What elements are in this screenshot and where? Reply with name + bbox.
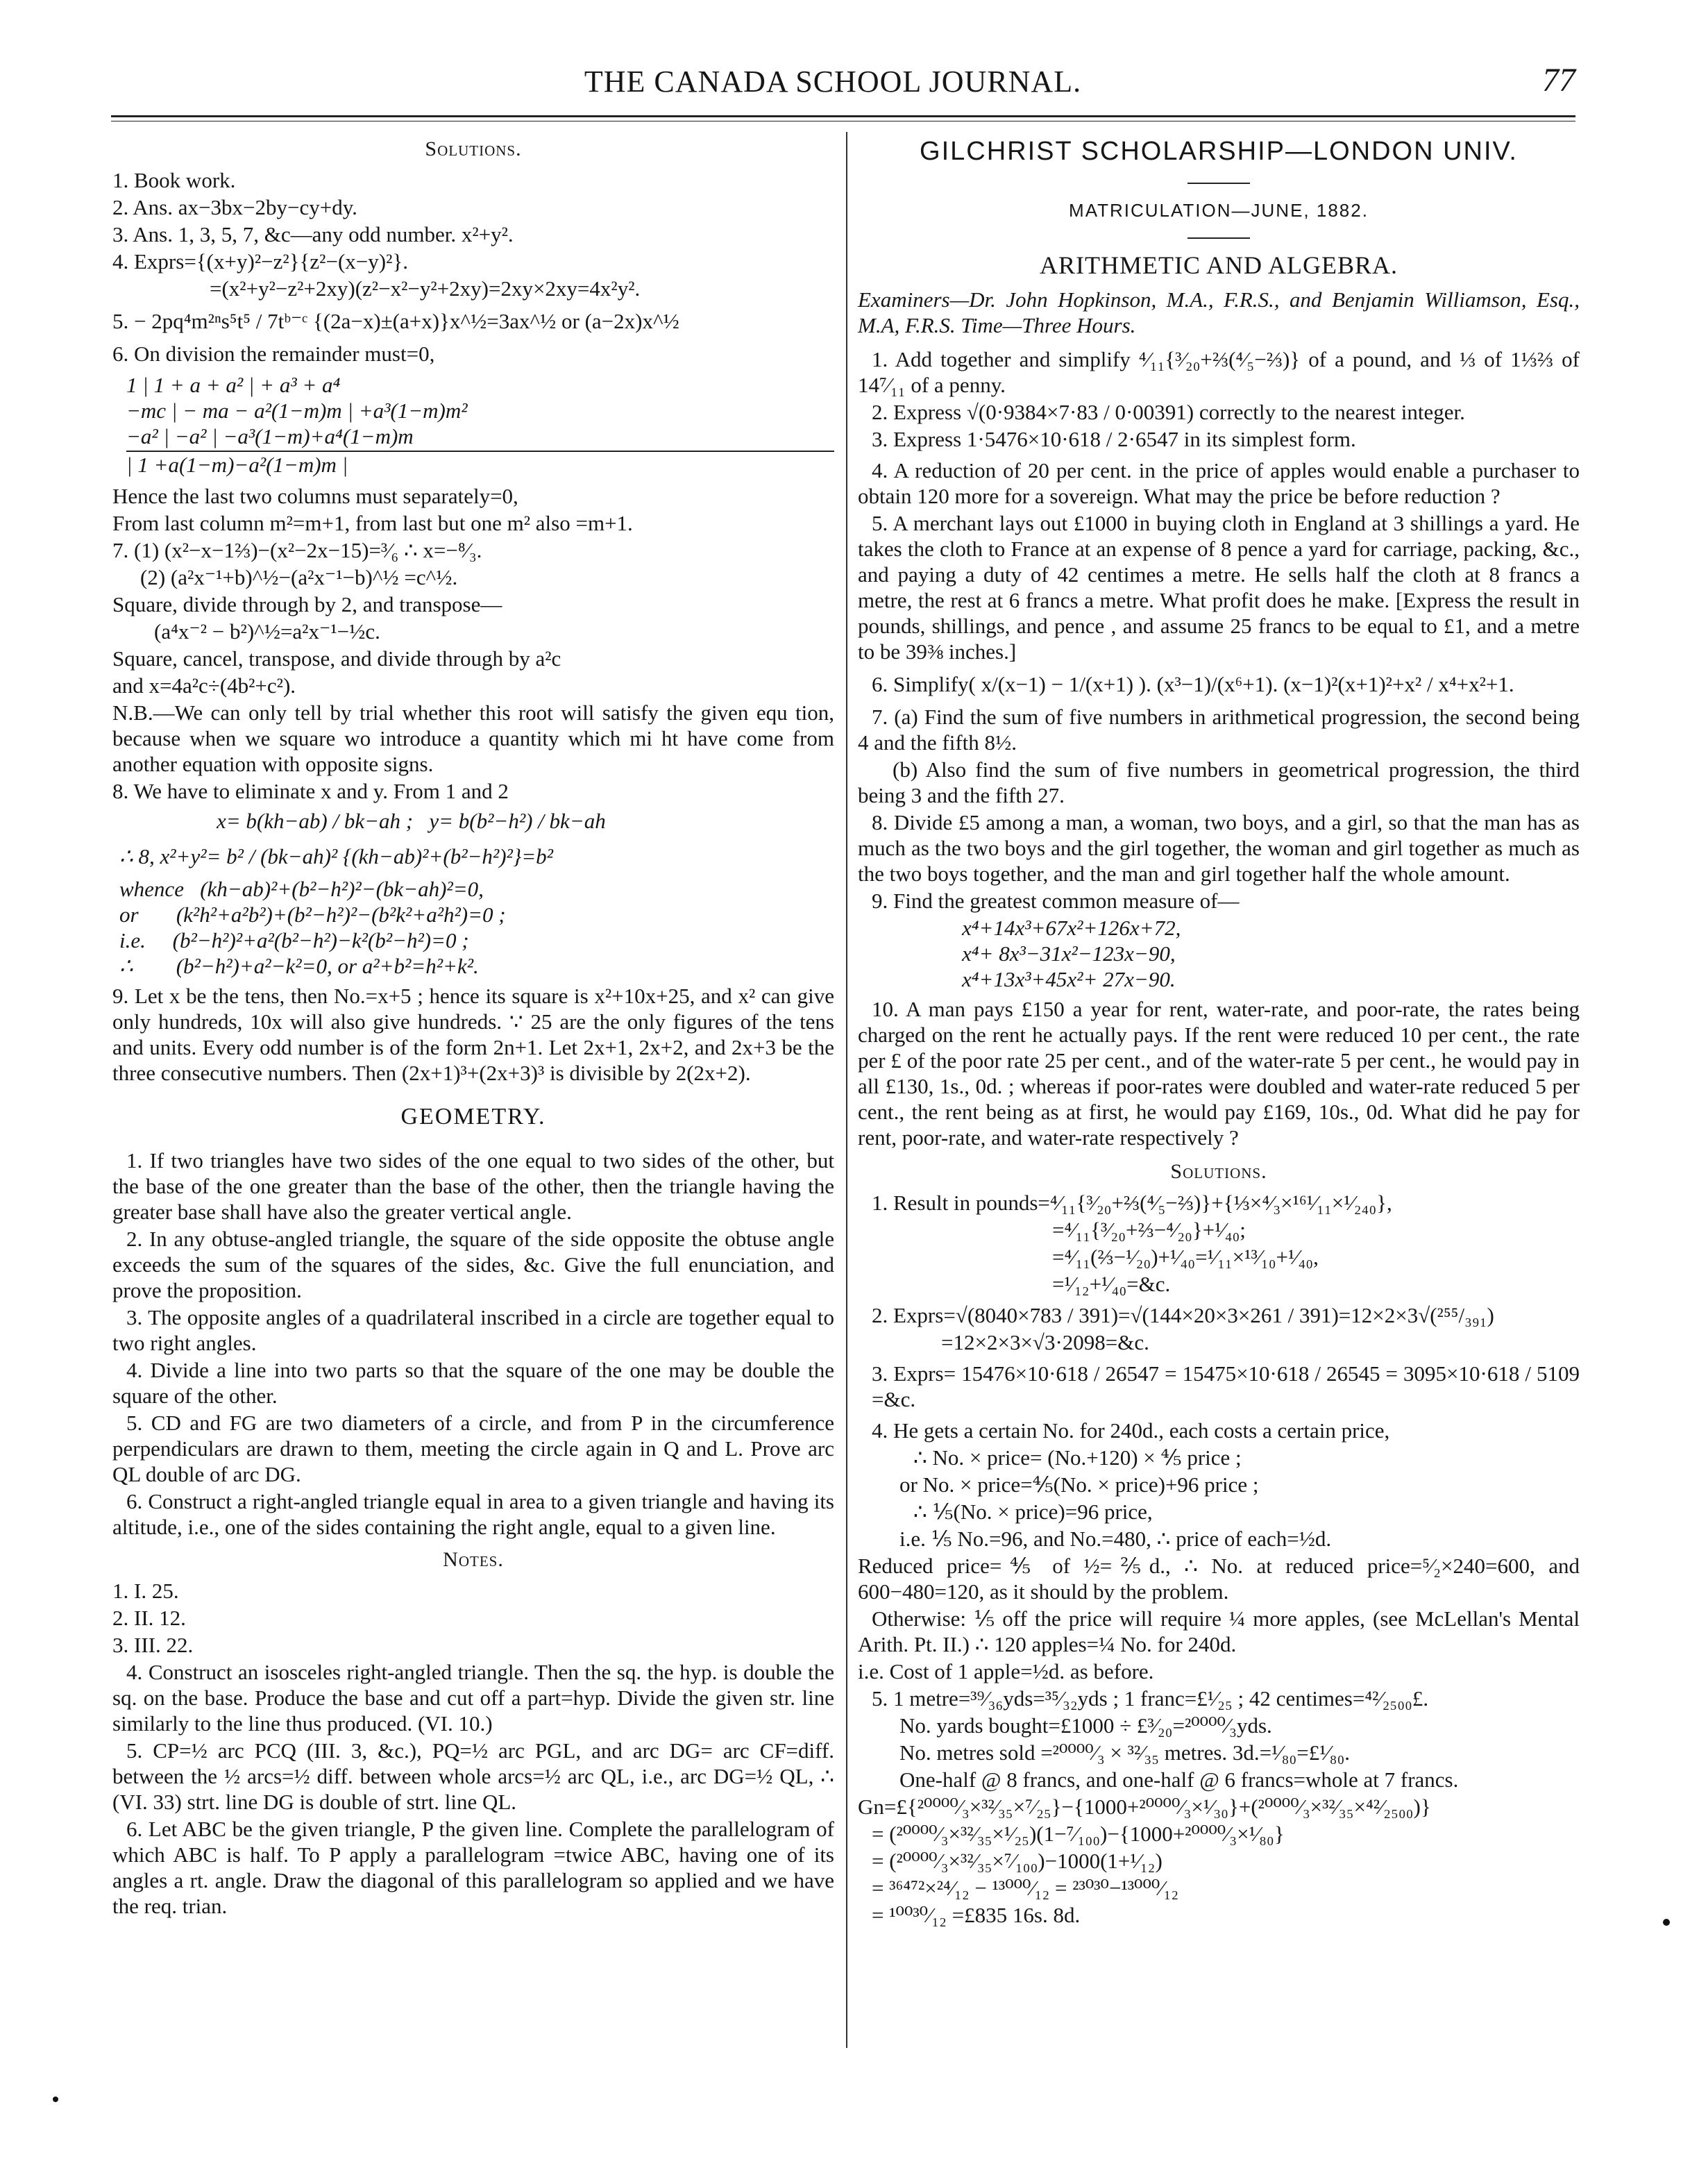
solution-8: 8. We have to eliminate x and y. From 1 and 2 <box>112 779 509 803</box>
math-line: i.e. (b²−h²)²+a²(b²−h²)−k²(b²−h²)=0 ; <box>119 928 469 952</box>
division-row: −a² | −a² | −a³(1−m)+a⁴(1−m)m <box>126 423 834 452</box>
solution-line: = ³⁶⁴⁷²×²⁴⁄₁₂ − ¹³⁰⁰⁰⁄₁₂ = ²³⁰³⁰−¹³⁰⁰⁰⁄₁₂ <box>872 1876 1179 1900</box>
solution-1: 1. Book work. <box>112 168 236 192</box>
gcm-expression: x⁴+13x³+45x²+ 27x−90. <box>962 967 1176 991</box>
text-line: and x=4a²c÷(4b²+c²). <box>112 673 296 698</box>
text-line: Square, divide through by 2, and transpose— <box>112 592 502 616</box>
solution-line: No. metres sold =²⁰⁰⁰⁰⁄₃ × ³²⁄₃₅ metres. 3d.=¹⁄₈₀=£¹⁄₈₀. <box>899 1740 1351 1765</box>
question-6: 6. Simplify( x/(x−1) − 1/(x+1) ). (x³−1)/(x⁶+1). (x−1)²(x+1)²+x² / x⁴+x²+1. <box>872 672 1514 696</box>
solution-line: 1. Result in pounds=⁴⁄₁₁{³⁄₂₀+⅔(⁴⁄₅−⅔)}+{⅓×⁴⁄₃×¹⁶¹⁄₁₁×¹⁄₂₄₀}, <box>872 1191 1392 1215</box>
question-8: 8. Divide £5 among a man, a woman, two boys, and a girl, so that the man has as much as the two boys and the girl together, the woman and girl together as much as the two boys together, and the man and girl together half the whole amount. <box>858 810 1580 886</box>
text-line: Square, cancel, transpose, and divide through by a²c <box>112 646 561 671</box>
text-line: Hence the last two columns must separately=0, <box>112 484 518 508</box>
solution-line: =⁴⁄₁₁{³⁄₂₀+⅔−⁴⁄₂₀}+¹⁄₄₀; <box>1052 1218 1246 1242</box>
note-item: 2. II. 12. <box>112 1606 186 1630</box>
question-5: 5. A merchant lays out £1000 in buying cloth in England at 3 shillings a yard. He takes the cloth to France at an expense of 8 pence a yard for carriage, packing, &c., and paying a duty of 42 centimes a metre. He sells half the cloth at 8 francs a metre, the rest at 6 francs a metre. What profit does he make. [Express the result in pounds, shillings, and pence , and assume 25 francs to be equal to £1, and a metre to be 39⅜ inches.] <box>858 511 1580 664</box>
left-column <box>112 132 834 1920</box>
header-rule <box>111 115 1575 117</box>
solution-line: = (²⁰⁰⁰⁰⁄₃×³²⁄₃₅×¹⁄₂₅)(1−⁷⁄₁₀₀)−{1000+²⁰⁰⁰⁰⁄₃×¹⁄₈₀} <box>872 1822 1285 1846</box>
notes-heading: Notes. <box>443 1548 504 1571</box>
solutions-heading: Solutions. <box>425 137 522 160</box>
solution-line: ∴ No. × price= (No.+120) × ⅘ price ; <box>913 1445 1242 1470</box>
solution-line: Reduced price=⅘ of ½=⅖d., ∴ No. at reduced price=⁵⁄₂×240=600, and 600−480=120, as it should by the problem. <box>858 1554 1580 1604</box>
question-3: 3. Express 1·5476×10·618 / 2·6547 in its simplest form. <box>872 427 1356 451</box>
solution-line: Otherwise: ⅕ off the price will require ¼ more apples, (see McLellan's Mental Arith. Pt. II.) ∴ 120 apples=¼ No. for 240d. <box>858 1606 1580 1656</box>
solution-line: =¹⁄₁₂+¹⁄₄₀=&c. <box>1052 1272 1171 1296</box>
examiners-line: Examiners—Dr. John Hopkinson, M.A., F.R.S., and Benjamin Williamson, Esq., M.A, F.R.S. Time—Three Hours. <box>858 287 1580 337</box>
geometry-question: 2. In any obtuse-angled triangle, the square of the side opposite the obtuse angle exceeds the sum of the squares of the sides, &c. Give the full enunciation, and prove the proposition. <box>112 1227 834 1302</box>
question-1: 1. Add together and simplify ⁴⁄₁₁{³⁄₂₀+⅔(⁴⁄₅−⅔)} of a pound, and ⅓ of 1⅓⅔ of 14⁷⁄₁₁ of a penny. <box>858 347 1580 397</box>
solution-line: =⁴⁄₁₁(⅔−¹⁄₂₀)+¹⁄₄₀=¹⁄₁₁×¹³⁄₁₀+¹⁄₄₀, <box>1052 1245 1319 1269</box>
division-row: −mc | − ma − a²(1−m)m | +a³(1−m)m² <box>126 398 468 423</box>
solution-line: = (²⁰⁰⁰⁰⁄₃×³²⁄₃₅×⁷⁄₁₀₀)−1000(1+¹⁄₁₂) <box>872 1849 1163 1873</box>
question-2: 2. Express √(0·9384×7·83 / 0·00391) correctly to the nearest integer. <box>872 400 1465 424</box>
question-4: 4. A reduction of 20 per cent. in the price of apples would enable a purchaser to obtain 120 more for a sovereign. What may the price be before reduction ? <box>858 458 1580 508</box>
short-rule <box>1187 183 1250 184</box>
note-nb: N.B.—We can only tell by trial whether this root will satisfy the given equ tion, because when we square wo introduce a quantity which mi ht have come from another equation with opposite signs. <box>112 700 834 776</box>
ink-speck <box>1663 1919 1670 1926</box>
note-item: 1. I. 25. <box>112 1579 179 1603</box>
solution-6: 6. On division the remainder must=0, <box>112 342 435 366</box>
solution-4-cont: =(x²+y²−z²+2xy)(z²−x²−y²+2xy)=2xy×2xy=4x²y². <box>210 276 641 301</box>
note-item: 4. Construct an isosceles right-angled triangle. Then the sq. the hyp. is double the sq. on the base. Produce the base and cut off a part=hyp. Divide the given str. line similarly to the line thus produced. (VI. 10.) <box>112 1660 834 1736</box>
solution-9: 9. Let x be the tens, then No.=x+5 ; hence its square is x²+10x+25, and x² can give only hundreds, 10x will also give hundreds. ∵ 25 are the only figures of the tens and units. Every odd number is of the form 2n+1. Let 2x+1, 2x+2, and 2x+3 be the three consecutive numbers. Then (2x+1)³+(2x+3)³ is divisible by 2(2x+2). <box>112 984 834 1085</box>
equations-8 <box>112 808 834 979</box>
solution-4: 4. Exprs={(x+y)²−z²}{z²−(x−y)²}. <box>112 249 408 274</box>
solution-line: One-half @ 8 francs, and one-half @ 6 francs=whole at 7 francs. <box>899 1767 1459 1792</box>
right-column <box>858 132 1580 1929</box>
geometry-question: 1. If two triangles have two sides of the one equal to two sides of the other, but the base of the one greater than the base of the other, then the triangle having the greater base shall have also the greater vertical angle. <box>112 1148 834 1224</box>
solution-line: 5. 1 metre=³⁹⁄₃₆yds=³⁵⁄₃₂yds ; 1 franc=£¹⁄₂₅ ; 42 centimes=⁴²⁄₂₅₀₀£. <box>872 1686 1429 1711</box>
math-line: ∴ (b²−h²)+a²−k²=0, or a²+b²=h²+k². <box>119 954 479 978</box>
geometry-question: 5. CD and FG are two diameters of a circle, and from P in the circumference perpendiculars are drawn to them, meeting the circle again in Q and L. Prove arc QL double of arc DG. <box>112 1411 834 1486</box>
question-10: 10. A man pays £150 a year for rent, water-rate, and poor-rate, the rates being charged on the rent he actually pays. If the rent were reduced 10 per cent., the rate per £ of the poor rate 25 per cent., and of the water-rate 5 per cent., he would pay in all £130, 1s., 0d. ; whereas if poor-rates were doubled and water-rate reduced 5 per cent., the rent being as at first, he would pay £169, 10s., 0d. What did he pay for rent, poor-rate, and water-rate respectively ? <box>858 997 1580 1150</box>
solution-line: 3. Exprs= 15476×10·618 / 26547 = 15475×10·618 / 26545 = 3095×10·618 / 5109 =&c. <box>872 1361 1580 1411</box>
solution-line: =12×2×3×√3·2098=&c. <box>941 1330 1149 1354</box>
note-item: 5. CP=½ arc PCQ (III. 3, &c.), PQ=½ arc PGL, and arc DG= arc CF=diff. between the ½ arcs=½ diff. between whole arcs=½ arc QL, i.e., arc DG=½ QL, ∴ (VI. 33) strt. line DG is double of strt. line QL. <box>112 1738 834 1814</box>
solution-line: or No. × price=⅘(No. × price)+96 price ; <box>899 1472 1259 1497</box>
question-9: 9. Find the greatest common measure of— <box>872 889 1240 913</box>
article-heading: GILCHRIST SCHOLARSHIP—LONDON UNIV. <box>920 137 1518 166</box>
geometry-question: 4. Divide a line into two parts so that the square of the one may be double the square of the other. <box>112 1358 834 1408</box>
solution-line: No. yards bought=£1000 ÷ £³⁄₂₀=²⁰⁰⁰⁰⁄₃yds. <box>899 1713 1272 1738</box>
solutions-heading-right: Solutions. <box>1170 1160 1267 1183</box>
solution-line: Gn=£{²⁰⁰⁰⁰⁄₃×³²⁄₃₅×⁷⁄₂₅}−{1000+²⁰⁰⁰⁰⁄₃×¹⁄₃₀}+(²⁰⁰⁰⁰⁄₃×³²⁄₃₅×⁴²⁄₂₅₀₀)} <box>858 1795 1431 1819</box>
math-line: or (k²h²+a²b²)+(b²−h²)²−(b²k²+a²h²)=0 ; <box>119 902 506 927</box>
solution-line: ∴ ⅕(No. × price)=96 price, <box>913 1500 1153 1524</box>
column-divider <box>846 132 847 2048</box>
solution-7-2: (2) (a²x⁻¹+b)^½−(a²x⁻¹−b)^½ =c^½. <box>140 565 458 589</box>
geometry-heading: GEOMETRY. <box>400 1104 546 1129</box>
solution-line: i.e. Cost of 1 apple=½d. as before. <box>858 1659 1154 1683</box>
math-line: x= b(kh−ab) / bk−ah ; y= b(b²−h²) / bk−ah <box>217 809 606 833</box>
section-heading: ARITHMETIC AND ALGEBRA. <box>1040 251 1398 279</box>
solution-5: 5. − 2pq⁴m²ⁿs⁵t⁵ / 7tᵇ⁻ᶜ {(2a−x)±(a+x)}x^½=3ax^½ or (a−2x)x^½ <box>112 309 679 333</box>
geometry-question: 3. The opposite angles of a quadrilateral inscribed in a circle are together equal to two right angles. <box>112 1305 834 1355</box>
division-row: 1 | 1 + a + a² | + a³ + a⁴ <box>126 373 341 397</box>
note-item: 6. Let ABC be the given triangle, P the given line. Complete the parallelogram of which ABC is half. To P apply a parallelogram =twice ABC, having one of its angles a rt. angle. Draw the diagonal of this parallelogram so applied and we have the req. trian. <box>112 1817 834 1918</box>
math-line: whence (kh−ab)²+(b²−h²)²−(bk−ah)²=0, <box>119 877 484 901</box>
solution-2: 2. Ans. ax−3bx−2by−cy+dy. <box>112 195 357 219</box>
page-number: 77 <box>1542 62 1575 99</box>
solution-line: 2. Exprs=√(8040×783 / 391)=√(144×20×3×261 / 391)=12×2×3√(²⁵⁵/₃₉₁) <box>872 1303 1494 1327</box>
solution-line: = ¹⁰⁰³⁰⁄₁₂ =£835 16s. 8d. <box>872 1903 1081 1927</box>
solution-line: i.e. ⅕ No.=96, and No.=480, ∴ price of each=½d. <box>899 1527 1332 1551</box>
solution-line: 4. He gets a certain No. for 240d., each costs a certain price, <box>872 1418 1390 1443</box>
geometry-question: 6. Construct a right-angled triangle equal in area to a given triangle and having its altitude, i.e., one of the sides containing the right angle, equal to a given line. <box>112 1489 834 1539</box>
note-item: 3. III. 22. <box>112 1633 194 1657</box>
question-7a: 7. (a) Find the sum of five numbers in arithmetical progression, the second being 4 and the fifth 8½. <box>858 705 1580 755</box>
division-table <box>126 372 834 478</box>
math-line: ∴ 8, x²+y²= b² / (bk−ah)² {(kh−ab)²+(b²−h²)²}=b² <box>119 844 553 868</box>
text-line: From last column m²=m+1, from last but one m² also =m+1. <box>112 511 633 535</box>
gcm-expression: x⁴+14x³+67x²+126x+72, <box>962 916 1181 940</box>
solution-7-1: 7. (1) (x²−x−1⅔)−(x²−2x−15)=³⁄₆ ∴ x=−⁸⁄₃. <box>112 538 482 562</box>
ink-speck <box>53 2097 58 2102</box>
math-line: (a⁴x⁻² − b²)^½=a²x⁻¹−½c. <box>154 619 380 644</box>
journal-title: THE CANADA SCHOOL JOURNAL. <box>584 65 1082 99</box>
page-header <box>90 58 1575 107</box>
short-rule <box>1187 237 1250 239</box>
question-7b: (b) Also find the sum of five numbers in geometrical progression, the third being 3 and the fifth 27. <box>858 757 1580 807</box>
division-row: | 1 +a(1−m)−a²(1−m)m | <box>126 453 348 477</box>
matriculation-heading: MATRICULATION—JUNE, 1882. <box>1069 200 1369 221</box>
solution-3: 3. Ans. 1, 3, 5, 7, &c—any odd number. x²+y². <box>112 222 514 246</box>
gcm-expression: x⁴+ 8x³−31x²−123x−90, <box>962 941 1176 966</box>
